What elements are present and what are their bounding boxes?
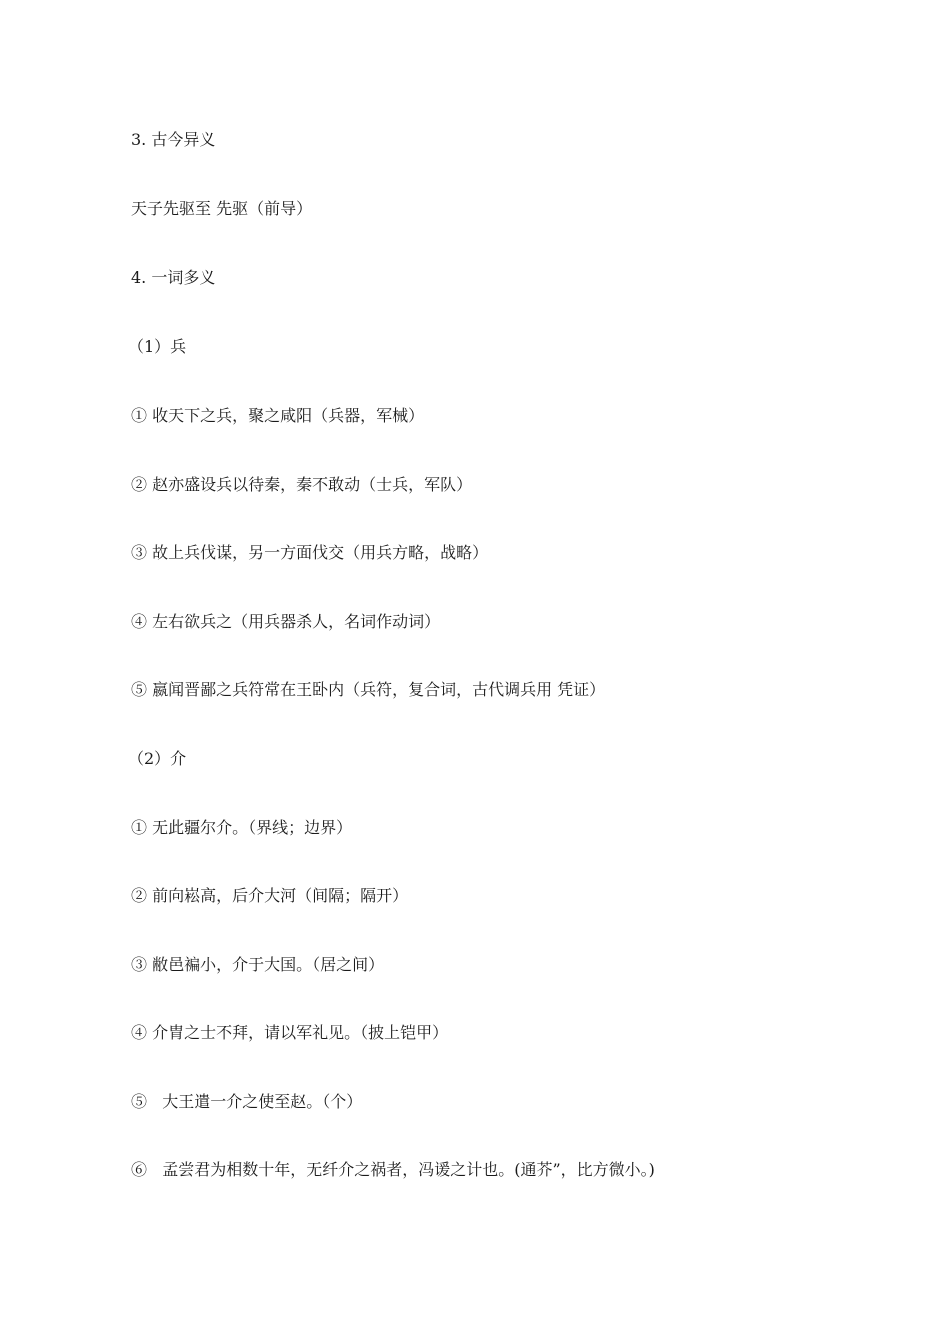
list-item: ① 收天下之兵，聚之咸阳（兵器，军械） bbox=[131, 406, 425, 425]
section-heading-yiciduoyi: 4. 一词多义 bbox=[131, 268, 216, 287]
list-item: ④ 左右欲兵之（用兵器杀人，名词作动词） bbox=[131, 612, 441, 631]
list-item: ⑤ 大王遣一介之使至赵。（个） bbox=[131, 1092, 363, 1111]
list-item: ① 无此疆尔介。（界线；边界） bbox=[131, 818, 353, 837]
subheading-jie: （2）介 bbox=[128, 749, 187, 768]
list-item: ② 赵亦盛设兵以待秦，秦不敢动（士兵，军队） bbox=[131, 475, 473, 494]
subheading-bing: （1）兵 bbox=[128, 337, 187, 356]
list-item: ③ 故上兵伐谋，另一方面伐交（用兵方略，战略） bbox=[131, 543, 489, 562]
list-item: ④ 介胄之士不拜，请以军礼见。（披上铠甲） bbox=[131, 1023, 449, 1042]
list-item: ⑤ 嬴闻晋鄙之兵符常在王卧内（兵符，复合词，古代调兵用 凭证） bbox=[131, 680, 606, 699]
list-item: ⑥ 孟尝君为相数十年，无纤介之祸者，冯谖之计也。(通芥”，比方微小。) bbox=[131, 1160, 655, 1179]
text-line: 天子先驱至 先驱（前导） bbox=[131, 199, 313, 218]
list-item: ③ 敝邑褊小，介于大国。（居之间） bbox=[131, 955, 385, 974]
list-item: ② 前向崧高，后介大河（间隔；隔开） bbox=[131, 886, 409, 905]
section-heading-gujinyiyi: 3. 古今异义 bbox=[131, 130, 216, 149]
